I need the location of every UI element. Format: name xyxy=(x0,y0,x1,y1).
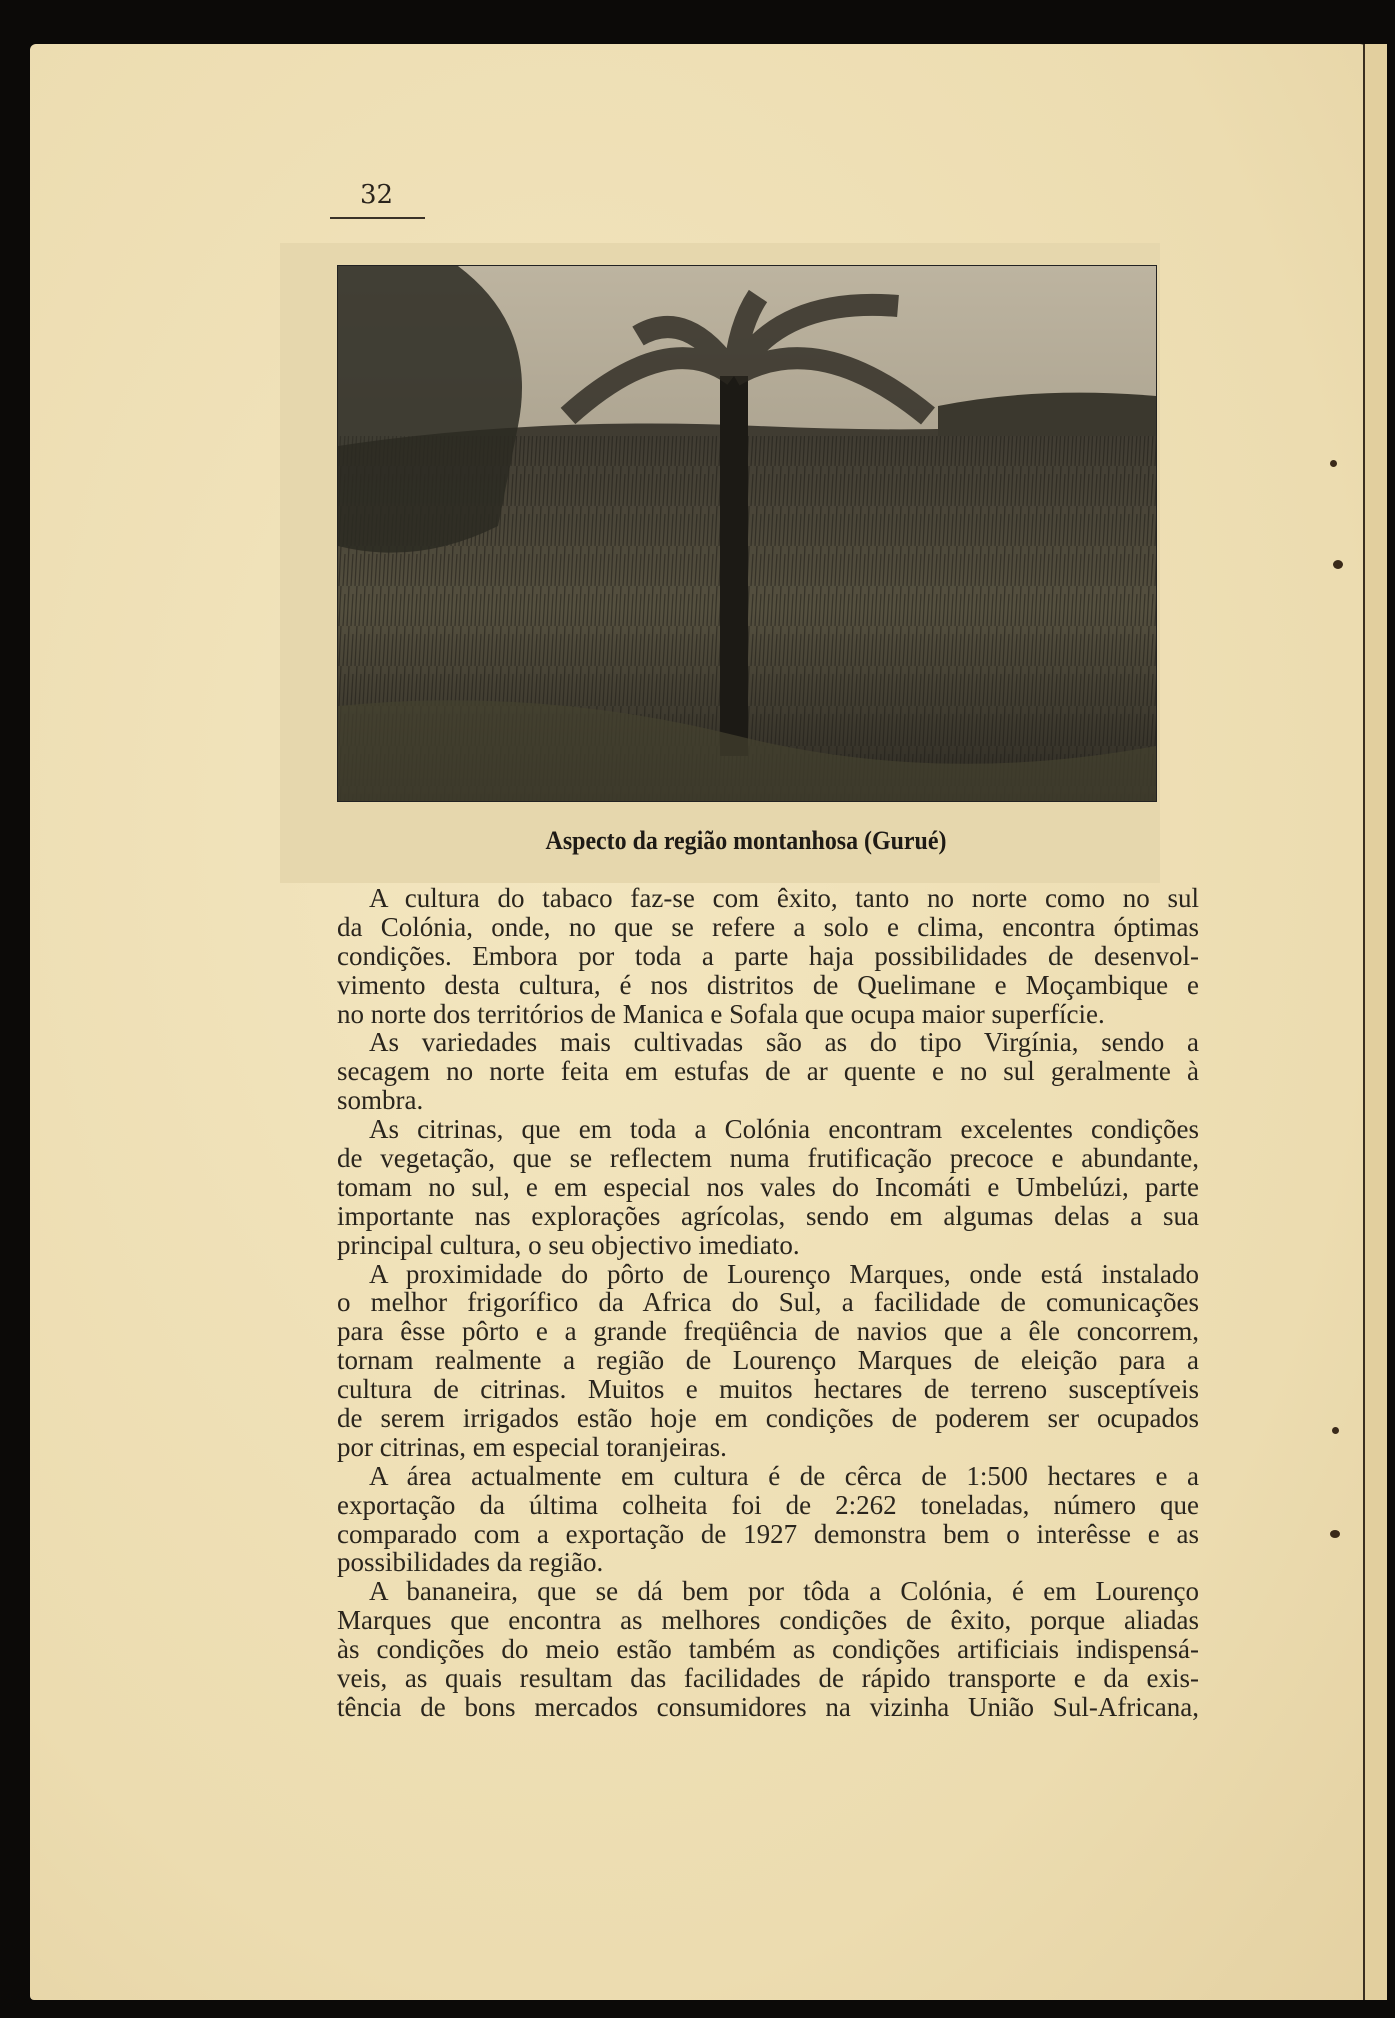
scan-speck xyxy=(1333,560,1343,569)
paragraph-line: importante nas explorações agrícolas, sendo em algumas delas a sua xyxy=(337,1200,1199,1231)
body-text xyxy=(337,884,1199,1722)
paragraph-line: cultura de citrinas. Muitos e muitos hectares de terreno susceptíveis xyxy=(337,1374,1199,1405)
paragraph-line: principal cultura, o seu objectivo imediato. xyxy=(337,1229,800,1260)
paragraph-first-line: A cultura do tabaco faz-se com êxito, tanto no norte como no sul xyxy=(369,883,1199,913)
paragraph-line: veis, as quais resultam das facilidades de rápido transporte e da exis- xyxy=(337,1663,1199,1694)
scan-speck xyxy=(1330,1530,1340,1538)
figure-caption: Aspecto da região montanhosa (Gurué) xyxy=(545,826,947,855)
paragraph-line: secagem no norte feita em estufas de ar quente e no sul geralmente à xyxy=(337,1056,1199,1087)
paragraph-line: tência de bons mercados consumidores na vizinha União Sul-Africana, xyxy=(337,1691,1199,1722)
paragraph-line: às condições do meio estão também as condições artificiais indispensá- xyxy=(337,1634,1199,1665)
paragraph-line: possibilidades da região. xyxy=(337,1547,604,1578)
paragraph-first-line: A proximidade do pôrto de Lourenço Marques, onde está instalado xyxy=(369,1258,1199,1289)
paragraph-line: tornam realmente a região de Lourenço Marques de eleição para a xyxy=(337,1345,1199,1376)
paragraph-first-line: A área actualmente em cultura é de cêrca de 1:500 hectares e a xyxy=(369,1460,1199,1491)
paragraph-first-line: As variedades mais cultivadas são as do tipo Virgínia, sendo a xyxy=(369,1027,1199,1058)
paragraph-line: condições. Embora por toda a parte haja possibilidades de desenvol- xyxy=(337,940,1199,971)
paragraph-line: comparado com a exportação de 1927 demonstra bem o interêsse e as xyxy=(337,1518,1199,1549)
paragraph-line: da Colónia, onde, no que se refere a solo e clima, encontra óptimas xyxy=(337,911,1199,942)
paragraph-line: por citrinas, em especial toranjeiras. xyxy=(337,1431,727,1462)
paragraph-line: Marques que encontra as melhores condições de êxito, porque aliadas xyxy=(337,1605,1199,1636)
paragraph-first-line: A bananeira, que se dá bem por tôda a Colónia, é em Lourenço xyxy=(369,1576,1199,1607)
scan-speck xyxy=(1332,1427,1339,1434)
page-number-rule xyxy=(330,217,425,219)
landscape-photo xyxy=(337,265,1157,802)
paragraph-line: de vegetação, que se reflectem numa frutificação precoce e abundante, xyxy=(337,1143,1199,1174)
paragraph-line: sombra. xyxy=(337,1085,424,1116)
paragraph-line: de serem irrigados estão hoje em condições de poderem ser ocupados xyxy=(337,1403,1199,1434)
paragraph-line: no norte dos territórios de Manica e Sofala que ocupa maior superfície. xyxy=(337,998,1105,1029)
paragraph-line: vimento desta cultura, é nos distritos de Quelimane e Moçambique e xyxy=(337,969,1199,1000)
scan-speck xyxy=(1330,460,1337,467)
paragraph-line: para êsse pôrto e a grande freqüência de navios que a êle concorrem, xyxy=(337,1316,1199,1347)
next-page-edge xyxy=(1363,44,1387,2000)
page-number: 32 xyxy=(360,180,394,210)
paragraph-line: tomam no sul, e em especial nos vales do Incomáti e Umbelúzi, parte xyxy=(337,1171,1199,1202)
paragraph-first-line: As citrinas, que em toda a Colónia encontram excelentes condições xyxy=(369,1114,1199,1145)
paragraph-line: exportação da última colheita foi de 2:262 toneladas, número que xyxy=(337,1489,1199,1520)
paragraph-line: o melhor frigorífico da Africa do Sul, a facilidade de comunicações xyxy=(337,1287,1199,1318)
